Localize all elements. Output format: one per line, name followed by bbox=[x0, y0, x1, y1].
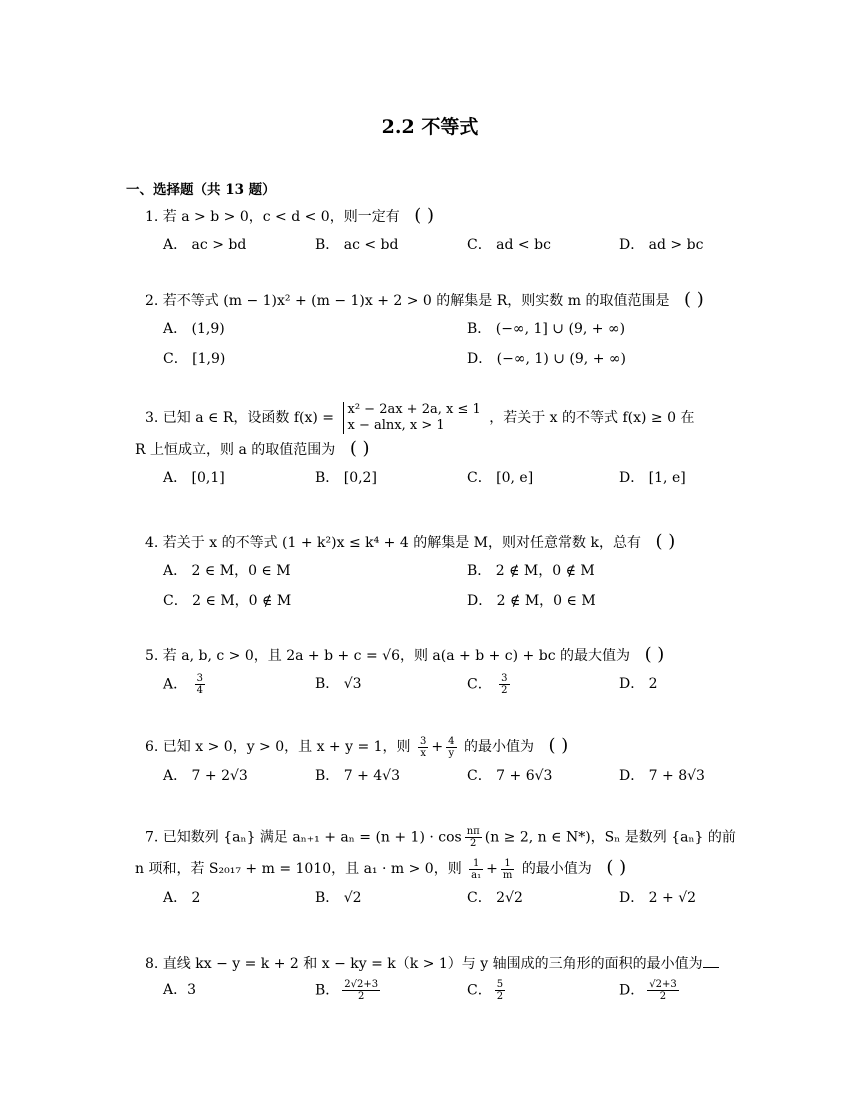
question-stem: 2. 若不等式 (m − 1)x² + (m − 1)x + 2 > 0 的解集是 R，则实数 m 的取值范围是 bbox=[145, 293, 670, 309]
answer-blank bbox=[703, 967, 719, 968]
piecewise-function bbox=[343, 402, 481, 434]
fraction: $\frac{3}{2}$ bbox=[501, 673, 508, 696]
option-a: A． 2 ∈ M，0 ∈ M bbox=[163, 563, 291, 579]
option-d: D． 2 bbox=[619, 676, 658, 692]
option-b: B． ac < bd bbox=[315, 237, 399, 253]
question-stem: 1. 若 a > b > 0，c < d < 0，则一定有 bbox=[145, 209, 400, 225]
option-a: A． (1,9) bbox=[163, 321, 225, 337]
option-b: B． 7 + 4√3 bbox=[315, 767, 401, 784]
question-4 bbox=[145, 531, 745, 616]
answer-paren: ( ) bbox=[548, 735, 569, 756]
option-d: D． (−∞, 1) ∪ (9, + ∞) bbox=[467, 351, 627, 367]
piece-2: x − alnx, x > 1 bbox=[347, 418, 445, 433]
question-stem: 6. 已知 x > 0，y > 0，且 x + y = 1，则 bbox=[145, 739, 411, 755]
option-c: C． $\frac{5}{2}$ bbox=[467, 979, 504, 1002]
question-stem-line2: R 上恒成立，则 a 的取值范围为 bbox=[135, 442, 336, 458]
option-d: D． $\frac{√2+3}{2}$ bbox=[619, 979, 677, 1002]
answer-paren: ( ) bbox=[606, 857, 627, 878]
answer-paren: ( ) bbox=[349, 438, 370, 459]
option-d: D． 2 + √2 bbox=[619, 889, 697, 906]
page-title: 2.2 不等式 bbox=[381, 116, 479, 138]
option-a: A． 2 bbox=[163, 889, 201, 906]
fraction: $\frac{1}{m}$ bbox=[502, 857, 513, 881]
option-c: C． ad < bc bbox=[467, 237, 551, 253]
question-3 bbox=[135, 402, 745, 493]
option-b: B． 2 ∉ M，0 ∉ M bbox=[467, 563, 595, 579]
option-d: D． 7 + 8√3 bbox=[619, 767, 705, 784]
option-b: B． √2 bbox=[315, 889, 362, 906]
answer-paren: ( ) bbox=[414, 205, 435, 226]
option-b: B． (−∞, 1] ∪ (9, + ∞) bbox=[467, 321, 626, 337]
option-d: D． [1, e] bbox=[619, 470, 686, 486]
question-stem-cont: 的最小值为 bbox=[463, 739, 534, 755]
option-a: A．3 bbox=[163, 982, 197, 998]
question-stem-line2: n 项和，若 S₂₀₁₇ + m = 1010，且 a₁ · m > 0，则 bbox=[135, 861, 462, 877]
answer-paren: ( ) bbox=[644, 644, 665, 665]
question-stem: 5. 若 a, b, c > 0，且 2a + b + c = √6，则 a(a + b + c) + bc 的最大值为 bbox=[145, 648, 630, 664]
option-b: B． √3 bbox=[315, 676, 362, 692]
question-1 bbox=[145, 205, 745, 260]
question-stem-cont: ，若关于 x 的不等式 f(x) ≥ 0 在 bbox=[489, 410, 695, 426]
option-c: C． $\frac{3}{2}$ bbox=[467, 673, 508, 696]
question-stem: 3. 已知 a ∈ R，设函数 f(x) = bbox=[145, 410, 335, 426]
question-5 bbox=[145, 644, 745, 699]
option-c: C． 7 + 6√3 bbox=[467, 767, 553, 784]
fraction: $\frac{3}{x}$ bbox=[420, 735, 427, 759]
option-b: B． $\frac{2√2+3}{2}$ bbox=[315, 979, 379, 1002]
fraction: $\frac{3}{4}$ bbox=[196, 673, 203, 696]
answer-paren: ( ) bbox=[684, 289, 704, 310]
option-c: C． 2 ∈ M，0 ∉ M bbox=[163, 593, 292, 609]
fraction: $\frac{4}{y}$ bbox=[448, 735, 455, 759]
answer-paren: ( ) bbox=[655, 531, 676, 552]
question-2 bbox=[145, 289, 745, 374]
piece-1: x² − 2ax + 2a, x ≤ 1 bbox=[347, 402, 481, 417]
question-8 bbox=[145, 953, 745, 1005]
option-a: A． 7 + 2√3 bbox=[163, 767, 248, 784]
question-stem: 8. 直线 kx − y = k + 2 和 x − ky = k（k > 1）与 y 轴围成的三角形的面积的最小值为 bbox=[145, 956, 703, 972]
option-c: C． [0, e] bbox=[467, 470, 534, 486]
option-d: D． 2 ∉ M，0 ∈ M bbox=[467, 593, 596, 609]
question-stem: 7. 已知数列 {aₙ} 满足 aₙ₊₁ + aₙ = (n + 1) · cos bbox=[145, 829, 462, 846]
question-stem: 4. 若关于 x 的不等式 (1 + k²)x ≤ k⁴ + 4 的解集是 M，则对任意常数 k，总有 bbox=[145, 535, 641, 551]
fraction: $\frac{n\pi}{2}$ bbox=[466, 826, 480, 849]
question-stem-cont: (n ≥ 2, n ∈ N*)，Sₙ 是数列 {aₙ} 的前 bbox=[484, 829, 736, 846]
option-a: A． $\frac{3}{4}$ bbox=[163, 673, 203, 696]
option-a: A． ac > bd bbox=[163, 237, 247, 253]
option-c: C． 2√2 bbox=[467, 889, 523, 906]
option-c: C． [1,9) bbox=[163, 351, 226, 367]
fraction: $\frac{5}{2}$ bbox=[496, 979, 504, 1002]
fraction: $\frac{√2+3}{2}$ bbox=[649, 979, 677, 1002]
section-heading: 一、选择题（共 13 题） bbox=[126, 182, 276, 198]
option-b: B． [0,2] bbox=[315, 470, 377, 486]
question-stem-cont: 的最小值为 bbox=[521, 861, 592, 877]
fraction: $\frac{1}{\text{a₁}}$ bbox=[471, 857, 482, 881]
question-6: 6. 已知 x > 0，y > 0，且 x + y = 1，则 $\frac{3}{x}$ + $\frac{4}{y}$ 的最小值为 ( ) A． 7 + 2√3 B． 7 + 4√3 C． 7 + 6√3 D． 7 + 8√3 bbox=[145, 735, 745, 791]
option-d: D． ad > bc bbox=[619, 237, 704, 253]
fraction: $\frac{2√2+3}{2}$ bbox=[344, 979, 379, 1002]
question-7: 7. 已知数列 {aₙ} 满足 aₙ₊₁ + aₙ = (n + 1) · cos $\frac{n\pi}{2}$ (n ≥ 2, n ∈ N*)，Sₙ 是数列 {aₙ} 的前 n 项和，若 S₂₀₁₇ + m = 1010，且 a₁ · m > 0，则 $\frac{1}{\text{a₁}}$ + $\frac{1}{m}$ 的最小值为 ( ) A． 2 B． √2 C． 2√2 D． 2 + √2 bbox=[145, 826, 745, 913]
option-a: A． [0,1] bbox=[163, 470, 225, 486]
